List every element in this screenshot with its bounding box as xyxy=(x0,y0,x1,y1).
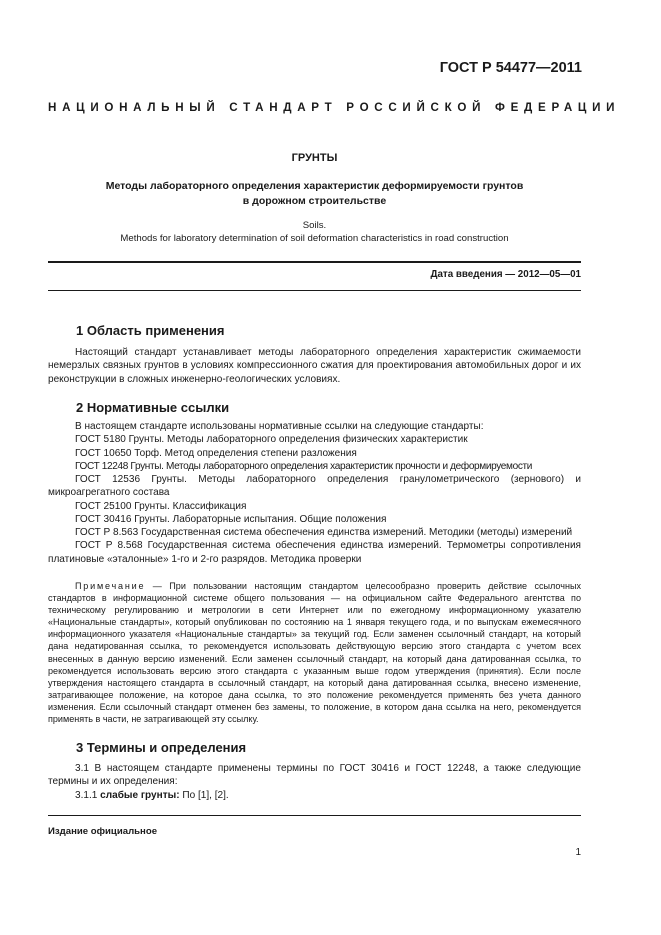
term-definition xyxy=(48,789,581,802)
section-heading-scope: 1 Область применения xyxy=(76,323,225,338)
terms-intro: 3.1 В настоящем стандарте применены термины по ГОСТ 30416 и ГОСТ 12248, а также следующие термины и их определения: xyxy=(48,763,581,788)
document-subtitle xyxy=(48,179,581,209)
reference-item: ГОСТ 10650 Торф. Метод определения степени разложения xyxy=(75,447,357,459)
terms-section xyxy=(48,762,581,802)
document-number: ГОСТ Р 54477—2011 xyxy=(439,60,582,76)
term-number: 3.1.1 xyxy=(75,789,101,801)
section-heading-terms: 3 Термины и определения xyxy=(76,740,247,755)
reference-item: ГОСТ Р 8.563 Государственная система обеспечения единства измерений. Методики (методы) измерений xyxy=(75,527,573,538)
reference-item: ГОСТ 25100 Грунты. Классификация xyxy=(75,500,247,512)
english-title xyxy=(48,219,581,245)
subtitle-line: в дорожном строительстве xyxy=(242,195,387,207)
page-number: 1 xyxy=(575,847,581,858)
references-list xyxy=(48,420,581,566)
divider xyxy=(48,290,581,291)
reference-item: ГОСТ 5180 Грунты. Методы лабораторного определения физических характеристик xyxy=(75,434,468,446)
edition-label: Издание официальное xyxy=(48,826,158,837)
introduction-date: Дата введения — 2012—05—01 xyxy=(430,269,581,280)
subtitle-line: Методы лабораторного определения характеристик деформируемости грунтов xyxy=(105,180,524,192)
reference-item: ГОСТ 12248 Грунты. Методы лабораторного определения характеристик прочности и деформируемости xyxy=(75,460,533,472)
references-note xyxy=(48,580,581,725)
reference-item: ГОСТ 30416 Грунты. Лабораторные испытания. Общие положения xyxy=(75,513,387,525)
note-paragraph xyxy=(48,580,581,725)
term-name: слабые грунты: xyxy=(100,789,180,801)
note-label: Примечание xyxy=(75,581,146,591)
document-title: ГРУНТЫ xyxy=(291,152,338,164)
footer-divider xyxy=(48,815,581,816)
reference-item: ГОСТ Р 8.568 Государственная система обеспечения единства измерений. Термометры сопротивления платиновые «эталонные» 1-го и 2-го разрядов. Методика проверки xyxy=(48,540,581,565)
english-title-line: Soils. xyxy=(302,220,327,231)
english-title-line: Methods for laboratory determination of soil deformation characteristics in road construction xyxy=(120,233,509,244)
national-standard-title: НАЦИОНАЛЬНЫЙ СТАНДАРТ РОССИЙСКОЙ ФЕДЕРАЦИИ xyxy=(48,101,621,114)
section-heading-references: 2 Нормативные ссылки xyxy=(76,400,230,415)
term-text: По [1], [2]. xyxy=(179,789,229,801)
divider xyxy=(48,261,581,263)
reference-item: ГОСТ 12536 Грунты. Методы лабораторного определения гранулометрического (зернового) и микроагрегатного состава xyxy=(48,474,581,499)
scope-paragraph xyxy=(48,346,581,386)
note-text: — При пользовании настоящим стандартом целесообразно проверить действие ссылочных стандартов в информационной системе общего пользования — на официальном сайте Федерального агентства по техническому регулированию и метрологии в сети Интернет или по ежегодному информационному указателю «Национальные стандарты», который опубликован по состоянию на 1 января текущего года, и по выпускам ежемесячного информационного указателя «Национальные стандарты» за текущий год. Если заменен ссылочный стандарт, на который дана недатированная ссылка, то рекомендуется использовать действующую версию этого стандарта с учетом всех внесенных в данную версию изменений. Если заменен ссылочный стандарт, на который дана датированная ссылка, то рекомендуется использовать версию этого стандарта с указанным выше годом утверждения (принятия). Если после утверждения настоящего стандарта в ссылочный стандарт, на который дана датированная ссылка, внесено изменение, затрагивающее положение, на которое дана ссылка, то это положение рекомендуется применять без учета данного изменения. Если ссылочный стандарт отменен без замены, то положение, в котором дана ссылка на него, рекомендуется применять в части, не затрагивающей эту ссылку. xyxy=(48,581,581,725)
paragraph-text: Настоящий стандарт устанавливает методы лабораторного определения характеристик сжимаемости немерзлых связных грунтов в условиях компрессионного сжатия для проектирования автомобильных дорог и их реконструкции в сложных инженерно-геологических условиях. xyxy=(48,347,581,385)
references-intro: В настоящем стандарте использованы нормативные ссылки на следующие стандарты: xyxy=(75,421,484,432)
